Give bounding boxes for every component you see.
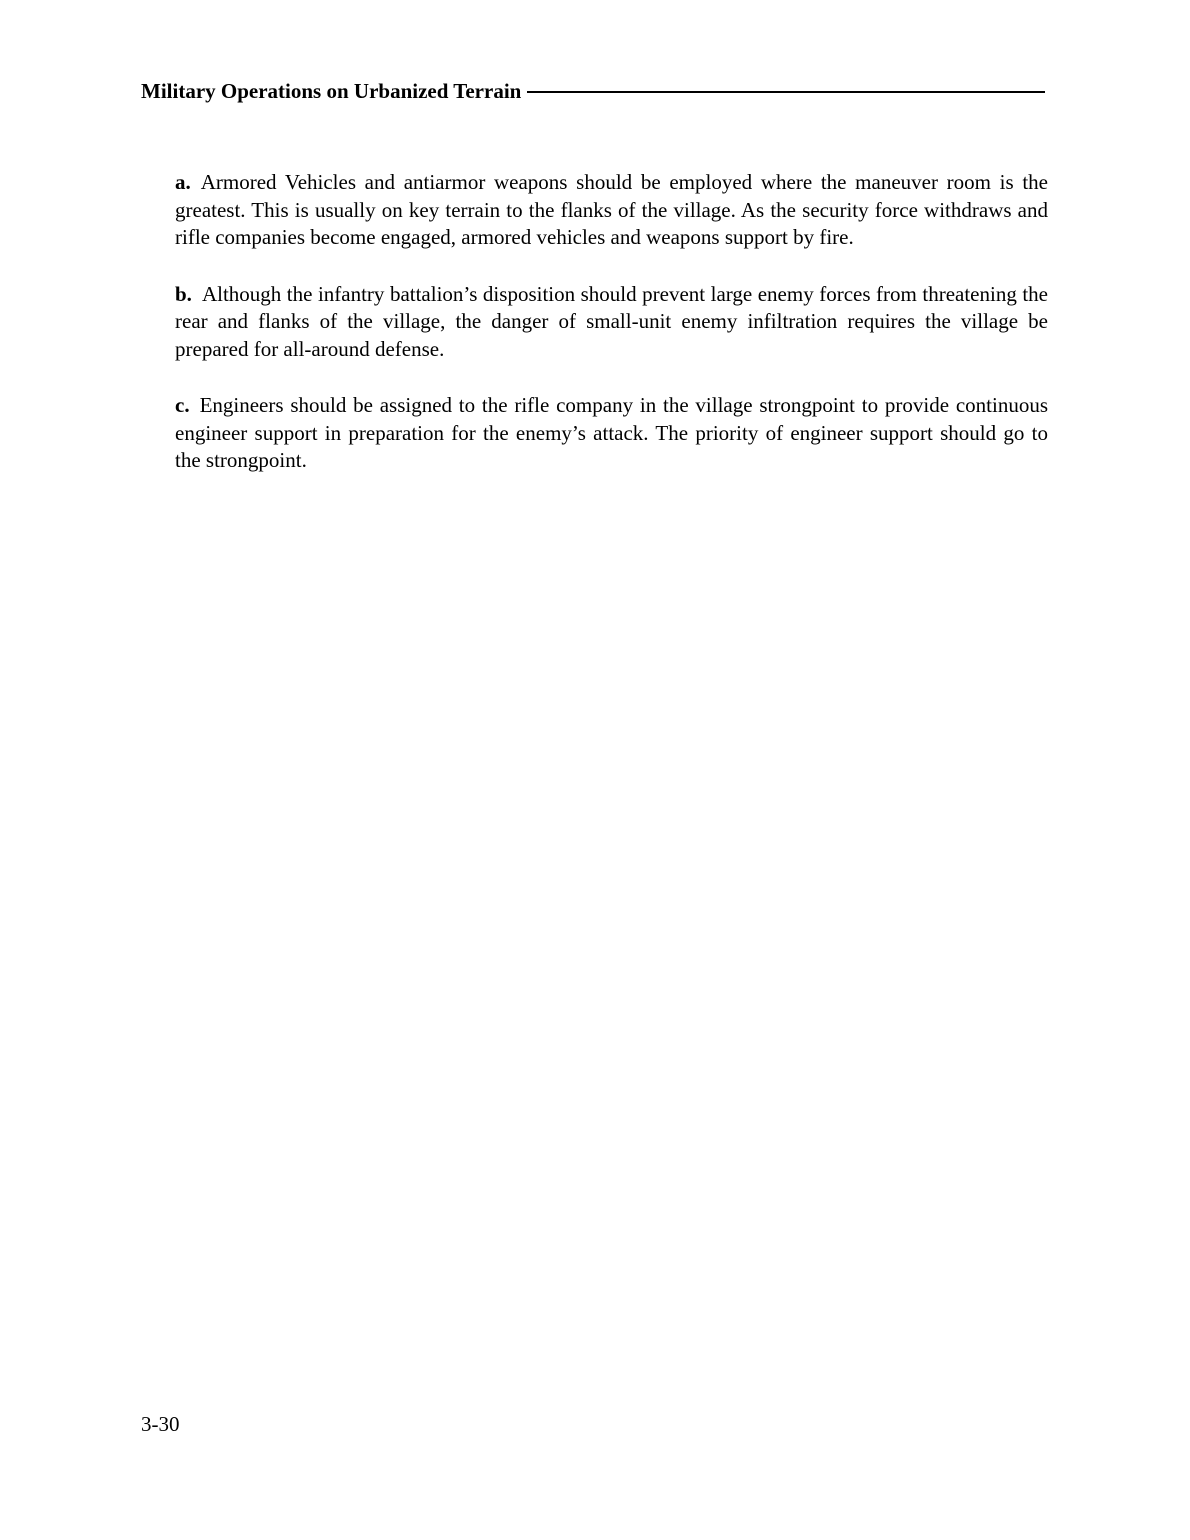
paragraph-text: Although the infantry battalion’s disposition should prevent large enemy forces from threatening the rear and flanks of the village, the danger of small-unit enemy infiltration requires the village be prepared for all-around defense. (175, 281, 1048, 361)
paragraph-a (175, 169, 1048, 252)
running-header (141, 77, 1045, 105)
paragraph-text: Armored Vehicles and antiarmor weapons should be employed where the maneuver room is the greatest. This is usually on key terrain to the flanks of the village. As the security force withdraws and rifle companies become engaged, armored vehicles and weapons support by fire. (175, 170, 1048, 249)
paragraph-text: Engineers should be assigned to the rifle company in the village strongpoint to provide continuous engineer support in preparation for the enemy’s attack. The priority of engineer support should go to the strongpoint. (175, 393, 1048, 472)
header-rule (527, 91, 1045, 93)
paragraph-label: b. (175, 281, 192, 306)
page-number: 3-30 (141, 1412, 180, 1436)
paragraph-label: a. (175, 170, 191, 194)
paragraph-b (175, 281, 1048, 364)
paragraph-label: c. (175, 393, 190, 417)
body-text (175, 169, 1048, 504)
paragraph-c (175, 392, 1048, 475)
header-title: Military Operations on Urbanized Terrain (141, 79, 522, 103)
